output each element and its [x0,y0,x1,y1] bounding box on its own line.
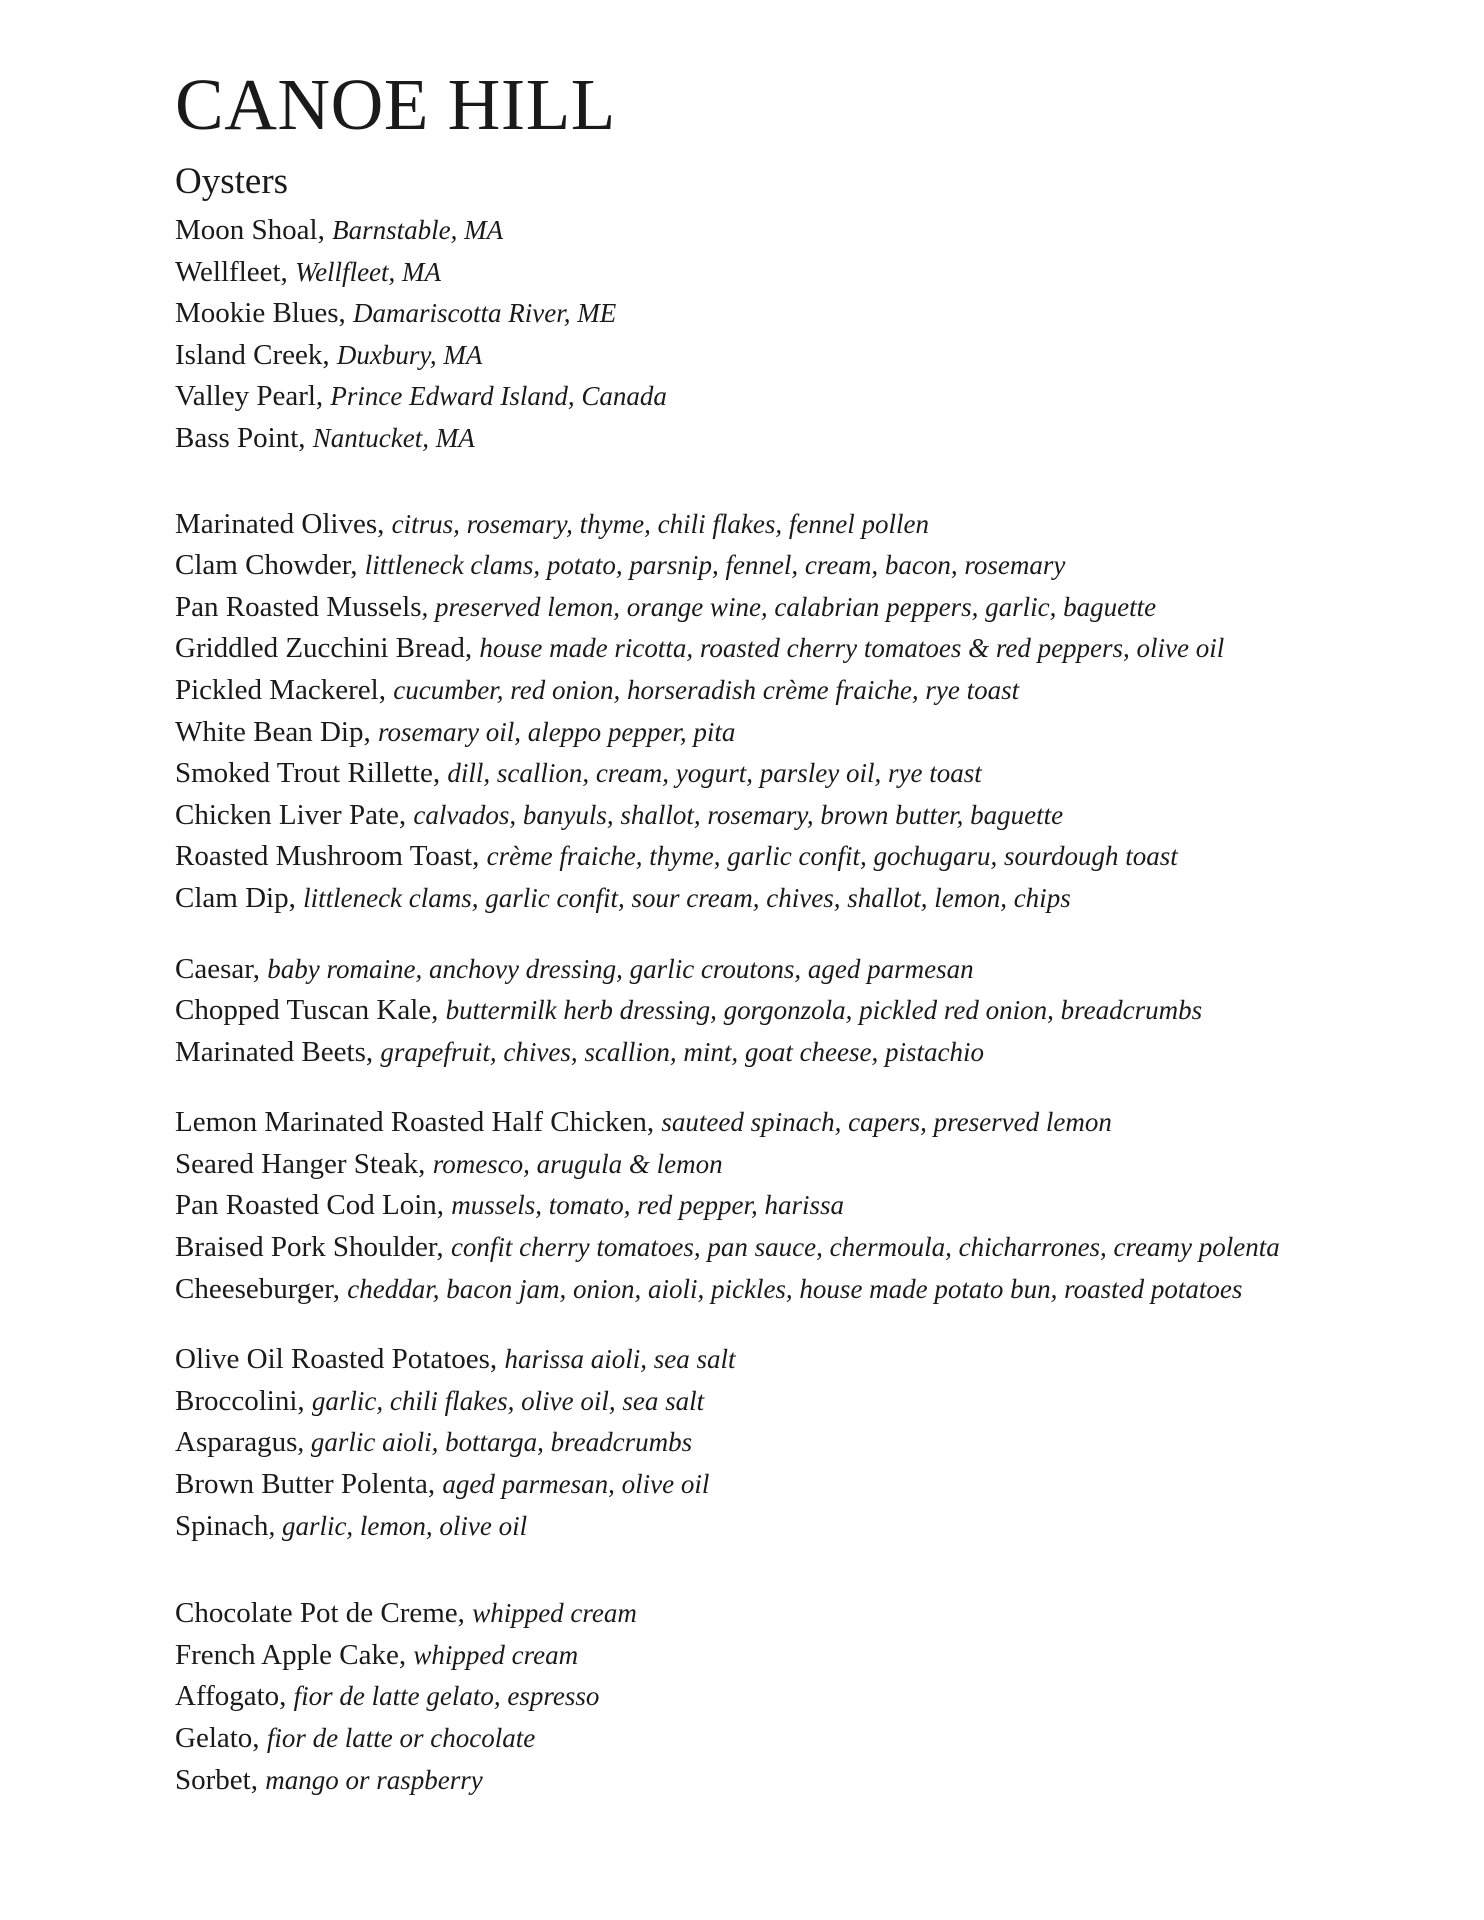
menu-item [175,795,1435,837]
menu-item-description: baby romaine, anchovy dressing, garlic croutons, aged parmesan [267,953,974,984]
menu-item-name: Pickled Mackerel, [175,673,394,706]
menu-item [175,1102,1435,1144]
menu-item-name: Chocolate Pot de Creme, [175,1597,473,1630]
menu-item [175,210,1435,252]
menu-item-description: fior de latte gelato, espresso [293,1681,600,1712]
menu-item [175,335,1435,377]
menu-item-description: sauteed spinach, capers, preserved lemon [661,1107,1112,1138]
menu-item-description: , garlic aioli, bottarga, breadcrumbs [297,1427,693,1458]
menu-item-description: whipped cream [472,1598,637,1629]
menu-item [175,628,1435,670]
menu-item [175,990,1435,1032]
menu-item-description: fior de latte or chocolate [266,1723,536,1753]
menu-item-description: cheddar, bacon jam, onion, aioli, pickles, house made potato bun, roasted potatoes [347,1273,1243,1304]
menu-item-description: buttermilk herb dressing, gorgonzola, pickled red onion, breadcrumbs [445,995,1203,1026]
menu-item-description: dill, scallion, cream, yogurt, parsley oil, rye toast [447,758,982,789]
menu-item-name: Pan Roasted Cod Loin, [175,1189,452,1222]
menu-item [175,418,1435,460]
menu-item-description: , garlic, lemon, olive oil [268,1510,528,1541]
menu-item [175,753,1435,795]
menu-item-description: crème fraiche, thyme, garlic confit, gochugaru, sourdough toast [486,841,1178,872]
menu-item-name: Chopped Tuscan Kale, [175,994,446,1027]
menu-item-description: Damariscotta River, ME [353,298,617,329]
desserts-list [175,1593,1435,1801]
menu-item-description: Barnstable, MA [332,215,504,245]
menu-item [175,1227,1435,1269]
menu-item-name: Lemon Marinated Roasted Half Chicken, [175,1106,662,1139]
menu-item [175,836,1435,878]
menu-item-name: Brown Butter Polenta, [175,1468,443,1501]
menu-page [175,60,1435,1801]
menu-item-name: Olive Oil Roasted Potatoes, [175,1343,505,1376]
menu-item [175,1032,1435,1074]
menu-item-name: White Bean Dip, [175,715,378,748]
menu-item [175,1760,1435,1802]
menu-item [175,376,1435,418]
menu-item-name: Broccolini, [175,1384,312,1417]
menu-item-description: , preserved lemon, orange wine, calabrian peppers, garlic, baguette [421,591,1157,622]
menu-item [175,670,1435,712]
menu-item-name: Braised Pork Shoulder, [175,1231,451,1264]
menu-item-name: Clam Dip, [175,881,304,914]
menu-item-name: Spinach [175,1509,269,1542]
menu-item-description: house made ricotta, roasted cherry tomatoes & red peppers, olive oil [479,633,1225,664]
menu-item-name: Mookie Blues, [175,297,354,330]
menu-item-name: Island Creek, [175,338,337,371]
menu-item-name: French Apple Cake, [175,1638,414,1671]
menu-item [175,1593,1435,1635]
menu-item [175,1464,1435,1506]
menu-item-description: romesco, arugula & lemon [432,1148,723,1179]
menu-item [175,1144,1435,1186]
sides-list [175,1339,1435,1547]
menu-item-name: Clam Chowder, [175,549,365,582]
menu-item-description: grapefruit, chives, scallion, mint, goat cheese, pistachio [380,1036,985,1067]
menu-item-name: Griddled Zucchini Bread, [175,632,480,665]
menu-item [175,1381,1435,1423]
menu-item [175,252,1435,294]
menu-item [175,1422,1435,1464]
menu-item-name: Affogato, [175,1680,294,1713]
menu-item [175,545,1435,587]
menu-item-description: littleneck clams, potato, parsnip, fennel, cream, bacon, rosemary [364,550,1066,581]
menu-item-name: Marinated Olives, [175,507,392,540]
menu-item-description: Wellfleet, MA [295,256,442,287]
menu-item-name: Asparagus [175,1426,298,1459]
menu-item-description: harissa aioli, sea salt [504,1344,736,1375]
menu-item-description: citrus, rosemary, thyme, chili flakes, fennel pollen [391,508,930,539]
menu-item-name: Gelato, [175,1722,267,1754]
menu-item [175,504,1435,546]
menu-item [175,1339,1435,1381]
restaurant-title: CANOE HILL [175,64,616,145]
menu-item [175,293,1435,335]
menu-item [175,1676,1435,1718]
menu-item-name: Seared Hanger Steak, [175,1147,433,1180]
menu-item-name: Wellfleet, [175,255,296,288]
menu-item-name: Marinated Beets, [175,1035,381,1068]
menu-item [175,878,1435,920]
menu-item-description: whipped cream [413,1639,579,1670]
menu-item-description: Nantucket, MA [312,422,475,453]
menu-item-name: Moon Shoal, [175,214,333,246]
menu-item [175,1635,1435,1677]
menu-item-description: cucumber, red onion, horseradish crème fraiche, rye toast [393,674,1020,705]
mains-list [175,1102,1435,1310]
menu-item-description: garlic, chili flakes, olive oil, sea salt [311,1385,705,1416]
menu-item-name: Valley Pearl, [175,380,331,413]
menu-item-name: Smoked Trout Rillette, [175,757,448,790]
menu-item-name: Cheeseburger, [175,1272,348,1305]
menu-item-description: Duxbury, MA [336,339,483,370]
menu-item-description: aged parmesan, olive oil [442,1469,710,1500]
oysters-list [175,210,1435,460]
menu-item [175,949,1435,991]
section-heading-oysters: Oysters [175,161,289,202]
menu-item [175,712,1435,754]
menu-item-description: mango or raspberry [265,1764,483,1795]
menu-item-description: Prince Edward Island, Canada [330,381,667,412]
menu-item-description: calvados, banyuls, shallot, rosemary, brown butter, baguette [413,799,1064,830]
menu-item [175,587,1435,629]
menu-item [175,1718,1435,1760]
menu-item-description: rosemary oil, aleppo pepper, pita [377,716,736,747]
menu-item-description: confit cherry tomatoes, pan sauce, chermoula, chicharrones, creamy polenta [450,1232,1280,1263]
menu-item-name: Bass Point, [175,421,313,454]
menu-item-name: Pan Roasted Mussels [175,590,422,623]
menu-item [175,1269,1435,1311]
menu-item-name: Sorbet, [175,1763,266,1796]
menu-item-description: littleneck clams, garlic confit, sour cream, chives, shallot, lemon, chips [303,882,1071,913]
salads-list [175,949,1435,1074]
menu-item-name: Chicken Liver Pate, [175,798,414,831]
menu-item [175,1185,1435,1227]
menu-item [175,1506,1435,1548]
menu-item-name: Caesar, [175,952,268,985]
menu-item-description: mussels, tomato, red pepper, harissa [451,1190,845,1221]
menu-item-name: Roasted Mushroom Toast, [175,840,487,873]
small-plates-list [175,504,1435,920]
